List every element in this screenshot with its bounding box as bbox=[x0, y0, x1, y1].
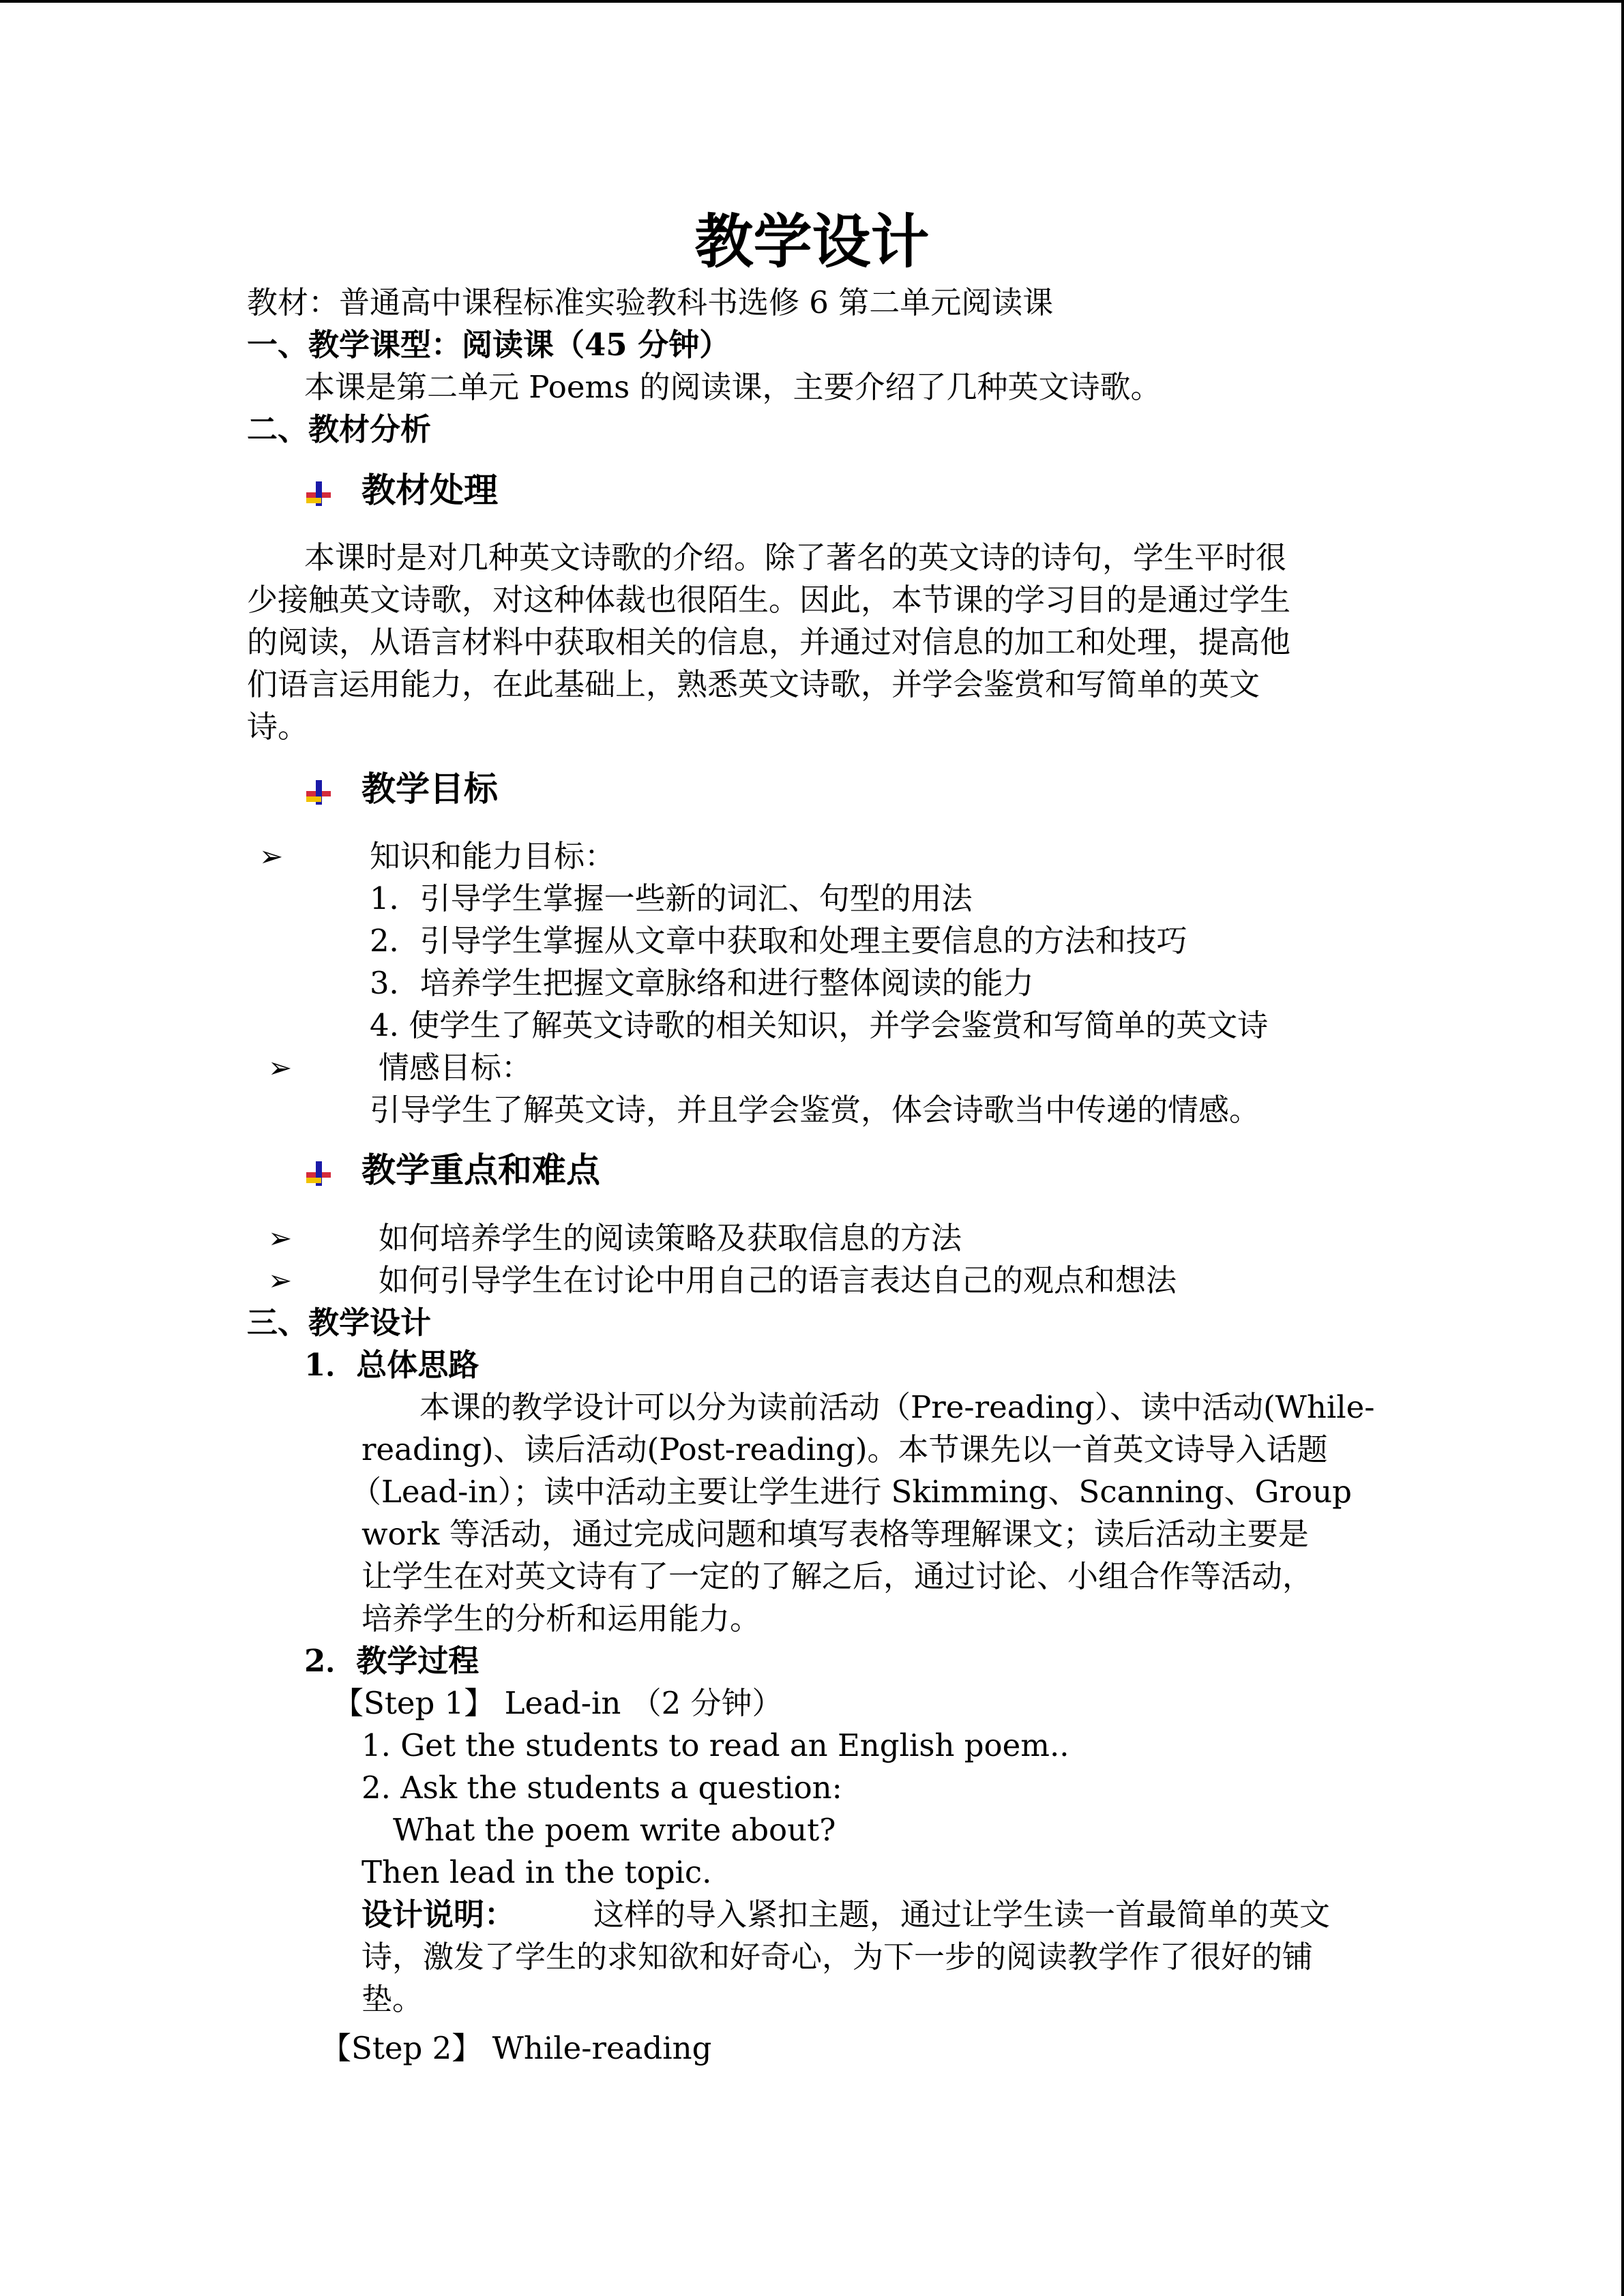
paragraph-line: 们语言运用能力，在此基础上，熟悉英文诗歌，并学会鉴赏和写简单的英文 bbox=[247, 666, 1260, 702]
emotion-goal-text: 引导学生了解英文诗，并且学会鉴赏，体会诗歌当中传递的情感。 bbox=[370, 1092, 1260, 1128]
knowledge-goal-item: 2．引导学生掌握从文章中获取和处理主要信息的方法和技巧 bbox=[370, 923, 1187, 959]
knowledge-goal-item: 3．培养学生把握文章脉络和进行整体阅读的能力 bbox=[370, 965, 1034, 1001]
knowledge-goal-item: 1．引导学生掌握一些新的词汇、句型的用法 bbox=[370, 880, 973, 916]
design-note-line: 这样的导入紧扣主题，通过让学生读一首最简单的英文 bbox=[593, 1896, 1331, 1933]
arrow-bullet-icon: ➢ bbox=[268, 1051, 293, 1084]
step1-item: Then lead in the topic. bbox=[361, 1854, 712, 1890]
step1-item: What the poem write about? bbox=[393, 1812, 836, 1848]
emotion-goal-label: 情感目标： bbox=[379, 1049, 533, 1086]
design-note-label: 设计说明： bbox=[361, 1896, 516, 1933]
key-point-item: 如何引导学生在讨论中用自己的语言表达自己的观点和想法 bbox=[379, 1262, 1177, 1298]
overall-idea-line: work 等活动，通过完成问题和填写表格等理解课文；读后活动主要是 bbox=[361, 1516, 1309, 1552]
arrow-bullet-icon: ➢ bbox=[259, 839, 284, 873]
arrow-bullet-icon: ➢ bbox=[268, 1221, 293, 1255]
section3-heading: 三、教学设计 bbox=[247, 1304, 432, 1341]
teaching-process-title: 2．教学过程 bbox=[304, 1643, 479, 1679]
section1-heading: 一、教学课型：阅读课（45 分钟） bbox=[247, 327, 730, 363]
step2-heading: 【Step 2】 While-reading bbox=[321, 2030, 712, 2066]
paragraph-line: 本课时是对几种英文诗歌的介绍。除了著名的英文诗的诗句，学生平时很 bbox=[304, 539, 1287, 576]
overall-idea-line: 让学生在对英文诗有了一定的了解之后，通过讨论、小组合作等活动， bbox=[361, 1558, 1314, 1594]
section2-heading: 二、教材分析 bbox=[247, 411, 432, 447]
section-bullet-icon bbox=[302, 1157, 335, 1190]
step1-item: 2. Ask the students a question: bbox=[361, 1770, 842, 1806]
subsection-title-material-handling: 教材处理 bbox=[361, 471, 498, 510]
overall-idea-line: （Lead-in）；读中活动主要让学生进行 Skimming、Scanning、Group bbox=[351, 1474, 1352, 1510]
overall-idea-title: 1．总体思路 bbox=[304, 1347, 479, 1383]
subsection-title-teaching-goals: 教学目标 bbox=[361, 769, 498, 809]
section-bullet-icon bbox=[302, 776, 335, 809]
material-line: 教材：普通高中课程标准实验教科书选修 6 第二单元阅读课 bbox=[247, 284, 1054, 320]
paragraph-line: 诗。 bbox=[247, 709, 309, 745]
design-note-line: 垫。 bbox=[361, 1981, 424, 2017]
overall-idea-line: 本课的教学设计可以分为读前活动（Pre-reading）、读中活动(While- bbox=[419, 1389, 1375, 1425]
arrow-bullet-icon: ➢ bbox=[268, 1264, 293, 1297]
section1-text: 本课是第二单元 Poems 的阅读课，主要介绍了几种英文诗歌。 bbox=[304, 369, 1162, 405]
paragraph-line: 的阅读，从语言材料中获取相关的信息，并通过对信息的加工和处理，提高他 bbox=[247, 624, 1291, 660]
knowledge-goal-label: 知识和能力目标： bbox=[370, 838, 616, 874]
section-bullet-icon bbox=[302, 477, 335, 510]
overall-idea-line: 培养学生的分析和运用能力。 bbox=[361, 1600, 761, 1637]
step1-item: 1. Get the students to read an English poem.. bbox=[361, 1727, 1069, 1763]
paragraph-line: 少接触英文诗歌，对这种体裁也很陌生。因此，本节课的学习目的是通过学生 bbox=[247, 582, 1291, 618]
subsection-title-key-points: 教学重点和难点 bbox=[361, 1150, 600, 1190]
design-note-line: 诗，激发了学生的求知欲和好奇心，为下一步的阅读教学作了很好的铺 bbox=[361, 1939, 1314, 1975]
step1-heading: 【Step 1】 Lead-in （2 分钟） bbox=[333, 1685, 783, 1721]
overall-idea-line: reading)、读后活动(Post-reading)。本节课先以一首英文诗导入话题 bbox=[361, 1431, 1328, 1467]
document-title: 教学设计 bbox=[694, 208, 930, 276]
knowledge-goal-item: 4. 使学生了解英文诗歌的相关知识，并学会鉴赏和写简单的英文诗 bbox=[370, 1007, 1269, 1043]
key-point-item: 如何培养学生的阅读策略及获取信息的方法 bbox=[379, 1220, 962, 1256]
